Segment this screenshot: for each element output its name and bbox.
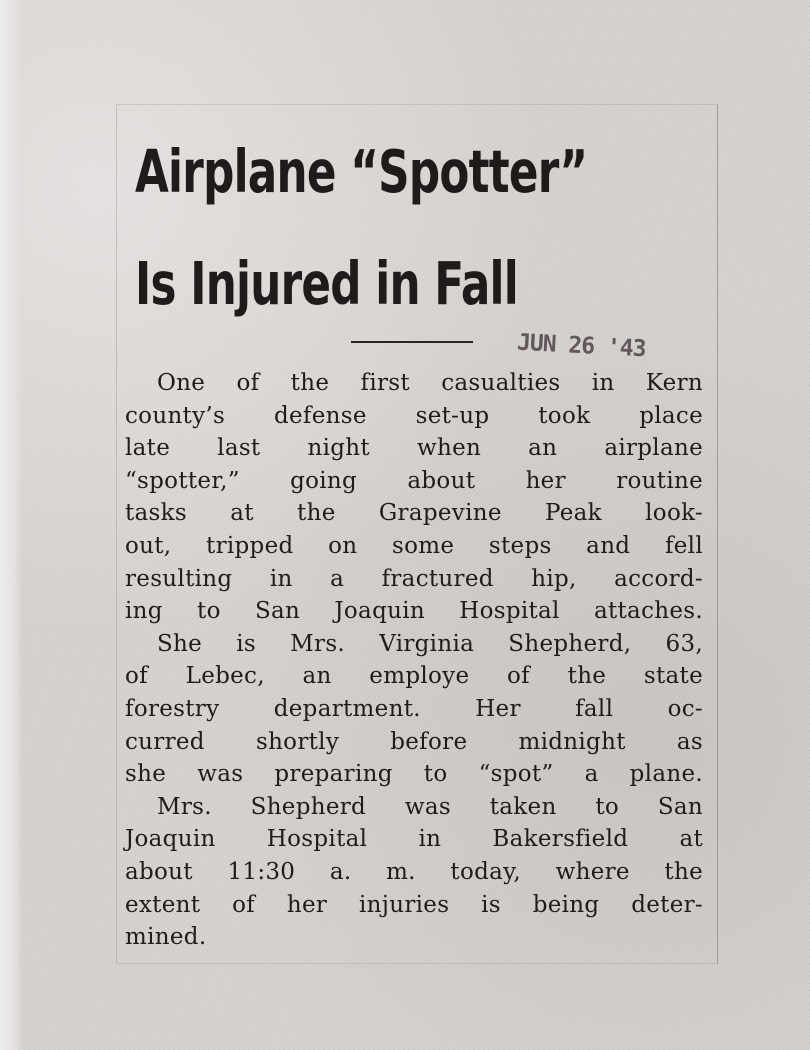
- newspaper-clipping: [116, 104, 718, 964]
- headline-line-2: Is Injured in Fall: [135, 249, 518, 318]
- article-line: late last night when an airplane: [125, 435, 703, 462]
- article-line: of Lebec, an employe of the state: [125, 663, 703, 690]
- date-stamp: JUN 26 '43: [516, 329, 647, 363]
- headline-divider: [351, 341, 473, 343]
- article-line: ing to San Joaquin Hospital attaches.: [125, 598, 703, 625]
- article-body: [125, 367, 703, 954]
- article-line: Joaquin Hospital in Bakersfield at: [125, 826, 703, 853]
- article-line: “spotter,” going about her routine: [125, 467, 703, 494]
- article-line: mined.: [125, 924, 207, 951]
- article-line: One of the first casualties in Kern: [157, 370, 703, 396]
- article-line: She is Mrs. Virginia Shepherd, 63,: [157, 630, 703, 657]
- headline-line-1: Airplane “Spotter”: [135, 137, 588, 206]
- article-line: county’s defense set-up took place: [125, 402, 703, 429]
- article-line: tasks at the Grapevine Peak look-: [125, 500, 703, 527]
- article-line: forestry department. Her fall oc-: [125, 695, 703, 722]
- article-line: Mrs. Shepherd was taken to San: [157, 793, 703, 820]
- page-left-edge: [0, 0, 22, 1050]
- article-line: curred shortly before midnight as: [125, 728, 703, 755]
- article-line: she was preparing to “spot” a plane.: [125, 761, 703, 788]
- article-line: resulting in a fractured hip, accord-: [125, 565, 703, 592]
- article-line: about 11:30 a. m. today, where the: [125, 858, 703, 885]
- article-line: out, tripped on some steps and fell: [125, 532, 703, 559]
- article-line: extent of her injuries is being deter-: [125, 891, 703, 918]
